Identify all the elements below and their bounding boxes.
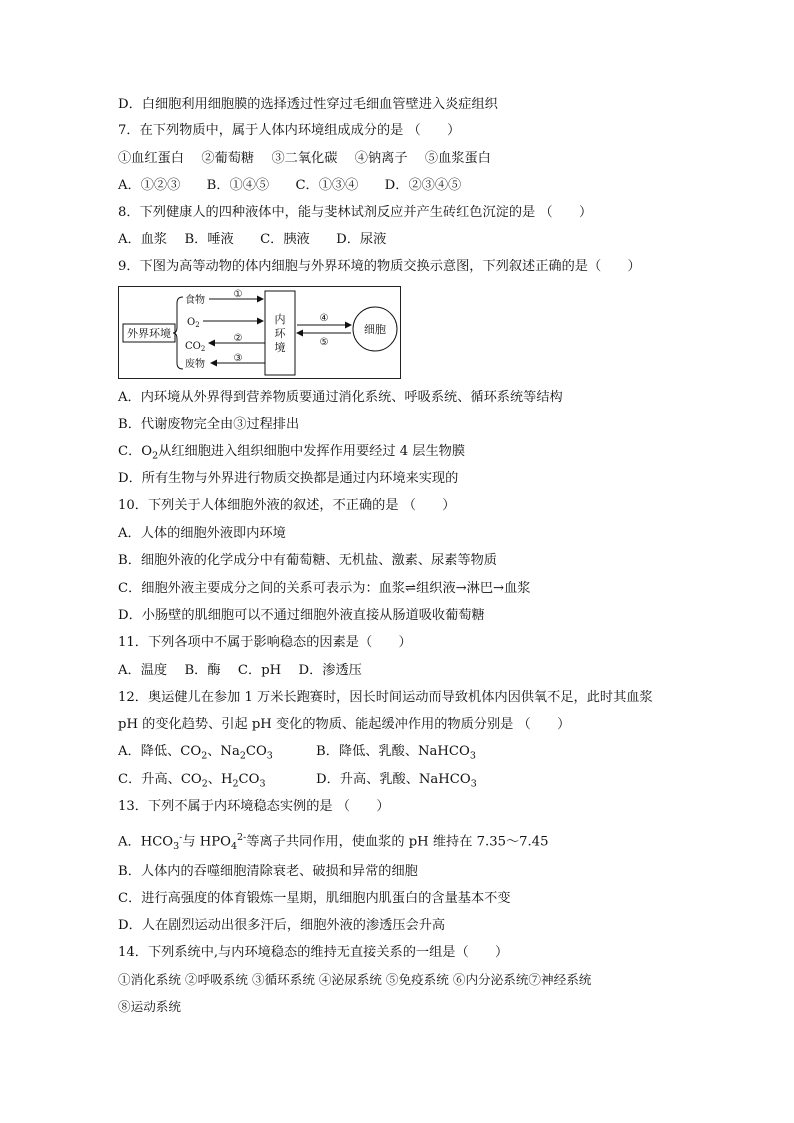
q9-option-a: A．内环境从外界得到营养物质要通过消化系统、呼吸系统、循环系统等结构 — [118, 390, 563, 405]
q14-items-1: ①消化系统 ②呼吸系统 ③循环系统 ④泌尿系统 ⑤免疫系统 ⑥内分泌系统⑦神经系统 — [118, 972, 592, 987]
num-5: ⑤ — [319, 337, 329, 348]
q10-option-c: C．细胞外液主要成分之间的关系可表示为：血浆⇌组织液→淋巴→血浆 — [118, 581, 531, 596]
q13-option-a: A．$HCO_3^-$与 $HPO_4^{2-}$等离子共同作用，使血浆的 pH 维持在 7.35～7.45 — [118, 832, 549, 853]
q12-options-ab — [118, 743, 476, 766]
food-label: 食物 — [185, 295, 205, 306]
q10-option-b: B．细胞外液的化学成分中有葡萄糖、无机盐、激素、尿素等物质 — [118, 553, 497, 568]
q14-items-2: ⑧运动系统 — [118, 999, 181, 1014]
waste-label: 废物 — [185, 359, 205, 370]
q7-items: ①血红蛋白 ②葡萄糖 ③二氧化碳 ④钠离子 ⑤血浆蛋白 — [118, 151, 491, 166]
num-4: ④ — [319, 313, 329, 324]
num-3: ③ — [233, 353, 243, 364]
outside-label: 外界环境 — [127, 327, 171, 340]
q11-stem: 11．下列各项中不属于影响稳态的因素是（ ） — [118, 635, 412, 650]
q12-option-c: C．升高、$CO_2$、$H_2CO_3$ — [118, 772, 266, 790]
exchange-diagram-svg — [119, 287, 402, 380]
q9-option-d: D．所有生物与外界进行物质交换都是通过内环境来实现的 — [118, 471, 459, 486]
q8-stem: 8．下列健康人的四种液体中，能与斐林试剂反应并产生砖红色沉淀的是 （ ） — [118, 205, 593, 220]
q10-stem: 10．下列关于人体细胞外液的叙述，不正确的是 （ ） — [118, 498, 456, 513]
q13-option-b: B．人体内的吞噬细胞清除衰老、破损和异常的细胞 — [118, 864, 418, 879]
q14-stem: 14．下列系统中,与内环境稳态的维持无直接关系的一组是（ ） — [118, 945, 509, 960]
q8-options: A．血浆 B．唾液 C．胰液 D．尿液 — [118, 232, 387, 247]
q12-stem-2: pH 的变化趋势、引起 pH 变化的物质、能起缓冲作用的物质分别是 （ ） — [118, 717, 571, 732]
q13-option-c: C．进行高强度的体育锻炼一星期，肌细胞内肌蛋白的含量基本不变 — [118, 891, 511, 906]
exchange-diagram — [118, 286, 401, 379]
co2-label: $CO_2$ — [185, 341, 206, 353]
q13-option-d: D．人在剧烈运动出很多汗后，细胞外液的渗透压会升高 — [118, 918, 446, 933]
num-1: ① — [233, 289, 243, 300]
q10-option-a: A．人体的细胞外液即内环境 — [118, 526, 286, 541]
cell-label: 细胞 — [364, 323, 386, 336]
q10-option-d: D．小肠壁的肌细胞可以不通过细胞外液直接从肠道吸收葡萄糖 — [118, 608, 485, 623]
q12-option-d: D．升高、乳酸、NaHCO$_3$ — [316, 772, 477, 790]
inner-env-char-3: 境 — [274, 341, 286, 354]
o2-label: $O_2$ — [187, 317, 200, 329]
q12-options-cd — [118, 771, 477, 794]
q12-option-a: A．降低、$CO_2$、$Na_2CO_3$ — [118, 744, 273, 762]
q9-stem: 9．下图为高等动物的体内细胞与外界环境的物质交换示意图，下列叙述正确的是（ ） — [118, 259, 641, 274]
q11-options: A．温度 B．酶 C．pH D．渗透压 — [118, 663, 362, 678]
q13-stem: 13．下列不属于内环境稳态实例的是 （ ） — [118, 799, 390, 814]
inner-env-char-2: 环 — [274, 327, 286, 340]
q12-stem-1: 12．奥运健儿在参加 1 万米长跑赛时，因长时间运动而导致机体内因供氧不足，此时其血浆 — [118, 690, 653, 705]
q7-stem: 7．在下列物质中，属于人体内环境组成成分的是 （ ） — [118, 123, 461, 138]
num-2: ② — [233, 333, 243, 344]
q9-option-c: C．$O_2$从红细胞进入组织细胞中发挥作用要经过 4 层生物膜 — [118, 444, 466, 462]
inner-env-char-1: 内 — [274, 313, 286, 326]
q6-option-d: D．白细胞利用细胞膜的选择透过性穿过毛细血管壁进入炎症组织 — [118, 97, 498, 112]
q12-option-b: B．降低、乳酸、NaHCO$_3$ — [316, 744, 476, 762]
brace — [173, 297, 183, 369]
q7-options: A．①②③ B．①④⑤ C．①③④ D．②③④⑤ — [118, 178, 462, 193]
q9-option-b: B．代谢废物完全由③过程排出 — [118, 417, 300, 432]
